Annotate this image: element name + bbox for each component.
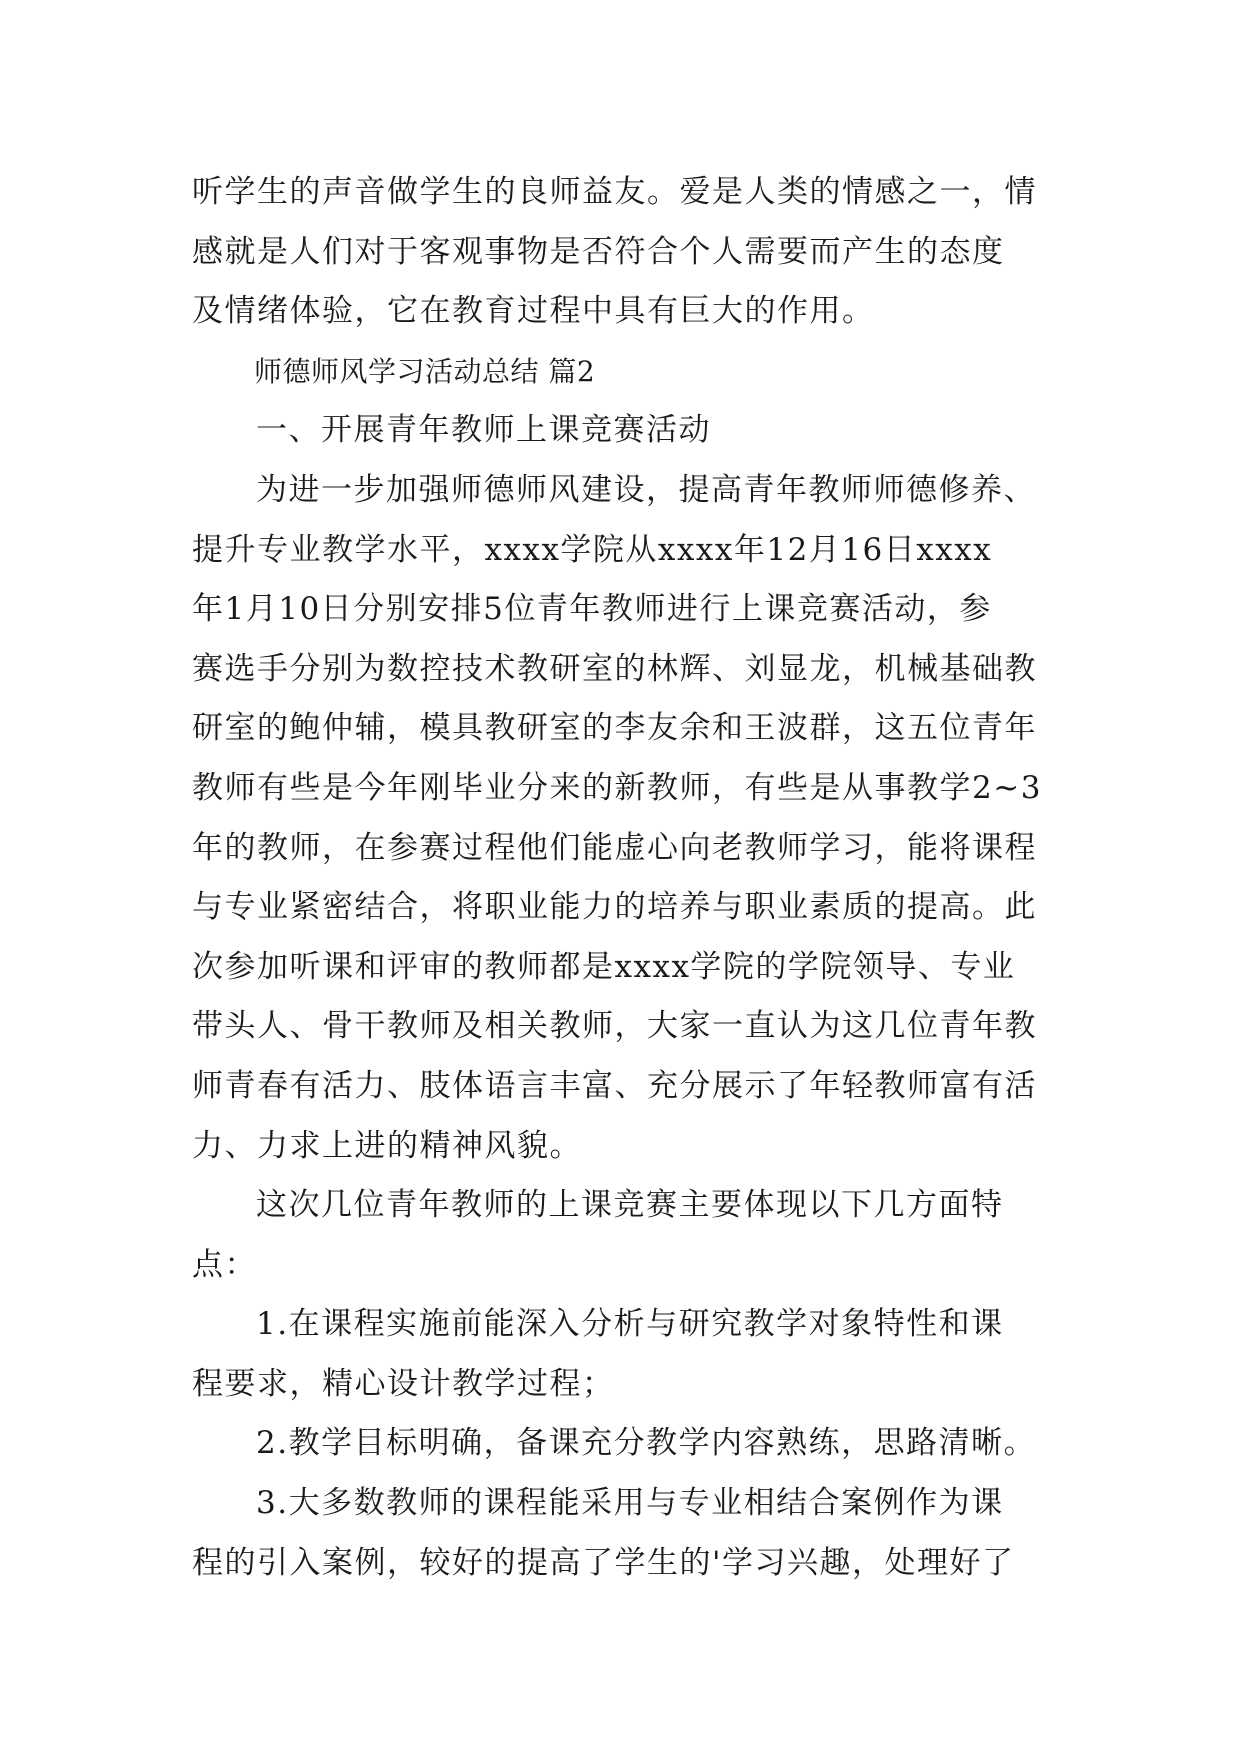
document-body: [192, 163, 1082, 1593]
text-line: 2.教学目标明确，备课充分教学内容熟练，思路清晰。: [256, 1425, 1037, 1462]
text-line: 年的教师，在参赛过程他们能虚心向老教师学习，能将课程: [192, 829, 1037, 866]
text-line: 赛选手分别为数控技术教研室的林辉、刘显龙，机械基础教: [192, 650, 1037, 687]
text-line: 次参加听课和评审的教师都是xxxx学院的学院领导、专业: [192, 948, 1016, 985]
text-line: 师青春有活力、肢体语言丰富、充分展示了年轻教师富有活: [192, 1067, 1037, 1104]
text-line: 3.大多数教师的课程能采用与专业相结合案例作为课: [256, 1485, 1004, 1522]
text-line: 点：: [192, 1246, 257, 1283]
text-line: 年1月10日分别安排5位青年教师进行上课竞赛活动，参: [192, 591, 992, 628]
text-line: 感就是人们对于客观事物是否符合个人需要而产生的态度: [192, 233, 1005, 270]
text-line: 研室的鲍仲辅，模具教研室的李友余和王波群，这五位青年: [192, 710, 1037, 747]
text-line: 一、开展青年教师上课竞赛活动: [256, 412, 711, 449]
section-heading: 师德师风学习活动总结 篇2: [254, 354, 596, 388]
text-line: 带头人、骨干教师及相关教师，大家一直认为这几位青年教: [192, 1008, 1037, 1045]
text-line: 与专业紧密结合，将职业能力的培养与职业素质的提高。此: [192, 889, 1037, 926]
text-line: 及情绪体验，它在教育过程中具有巨大的作用。: [192, 293, 875, 330]
text-line: 程要求，精心设计教学过程；: [192, 1365, 615, 1402]
text-line: 这次几位青年教师的上课竞赛主要体现以下几方面特: [256, 1187, 1004, 1224]
text-line: 1.在课程实施前能深入分析与研究教学对象特性和课: [256, 1306, 1004, 1343]
text-line: 程的引入案例，较好的提高了学生的'学习兴趣，处理好了: [192, 1544, 1015, 1581]
text-line: 为进一步加强师德师风建设，提高青年教师师德修养、: [256, 471, 1036, 508]
text-line: 提升专业教学水平，xxxx学院从xxxx年12月16日xxxx: [192, 531, 993, 568]
text-line: 力、力求上进的精神风貌。: [192, 1127, 582, 1164]
text-line: 教师有些是今年刚毕业分来的新教师，有些是从事教学2~3: [192, 769, 1042, 806]
text-line: 听学生的声音做学生的良师益友。爱是人类的情感之一，情: [192, 174, 1037, 210]
